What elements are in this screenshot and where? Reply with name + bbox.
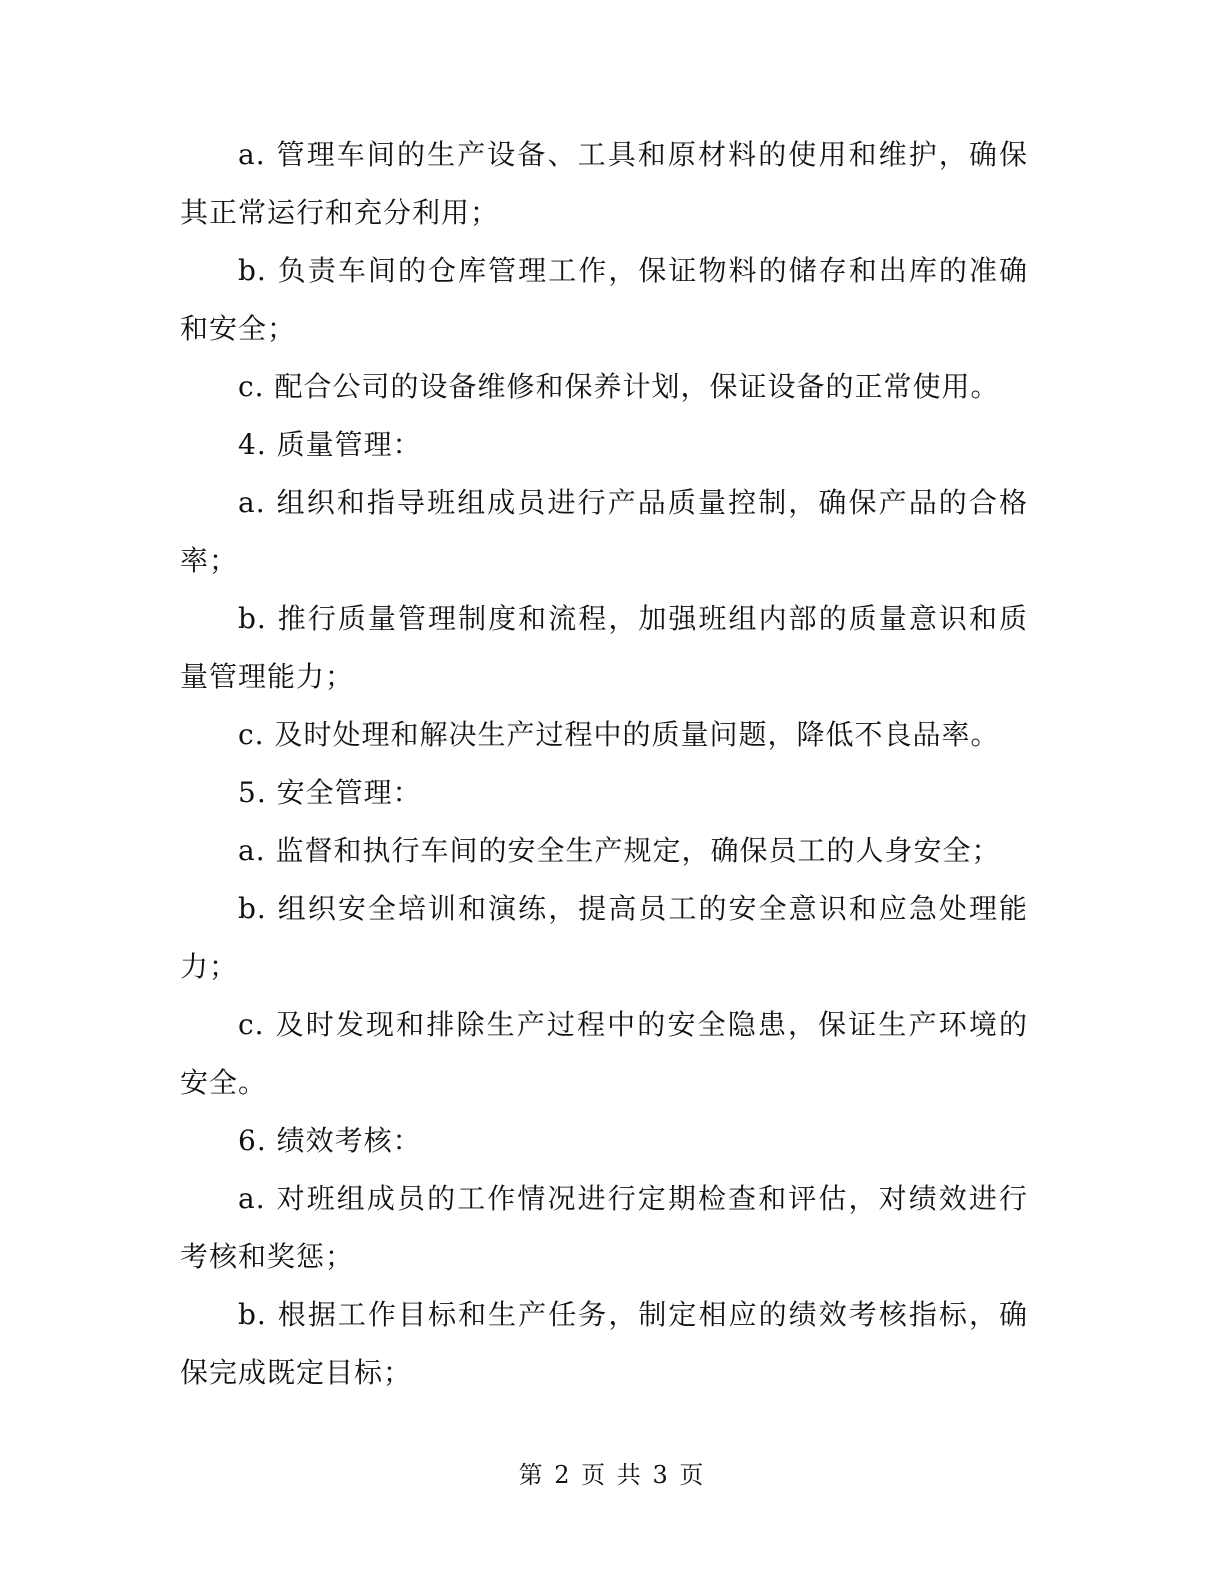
paragraph-equipment-management: a. 管理车间的生产设备、工具和原材料的使用和维护，确保其正常运行和充分利用；	[180, 138, 1028, 229]
paragraph-quality-issues: c. 及时处理和解决生产过程中的质量问题，降低不良品率。	[238, 718, 1000, 751]
paragraph-safety-rules: a. 监督和执行车间的安全生产规定，确保员工的人身安全；	[238, 834, 1001, 867]
paragraph-performance-targets: b. 根据工作目标和生产任务，制定相应的绩效考核指标，确保完成既定目标；	[180, 1298, 1028, 1389]
paragraph-safety-training: b. 组织安全培训和演练，提高员工的安全意识和应急处理能力；	[180, 892, 1028, 983]
paragraph-maintenance-plan: c. 配合公司的设备维修和保养计划，保证设备的正常使用。	[238, 370, 1000, 403]
document-body	[180, 126, 1028, 1402]
paragraph-warehouse-management: b. 负责车间的仓库管理工作，保证物料的储存和出库的准确和安全；	[180, 254, 1028, 345]
page-number-footer: 第 2 页 共 3 页	[518, 1461, 706, 1489]
section-heading-safety: 5. 安全管理：	[238, 776, 422, 809]
paragraph-performance-review: a. 对班组成员的工作情况进行定期检查和评估，对绩效进行考核和奖惩；	[180, 1182, 1028, 1273]
section-heading-quality: 4. 质量管理：	[238, 428, 422, 461]
section-heading-performance: 6. 绩效考核：	[238, 1124, 422, 1157]
paragraph-safety-hazards: c. 及时发现和排除生产过程中的安全隐患，保证生产环境的安全。	[180, 1008, 1028, 1099]
paragraph-quality-system: b. 推行质量管理制度和流程，加强班组内部的质量意识和质量管理能力；	[180, 602, 1028, 693]
paragraph-quality-control: a. 组织和指导班组成员进行产品质量控制，确保产品的合格率；	[180, 486, 1028, 577]
